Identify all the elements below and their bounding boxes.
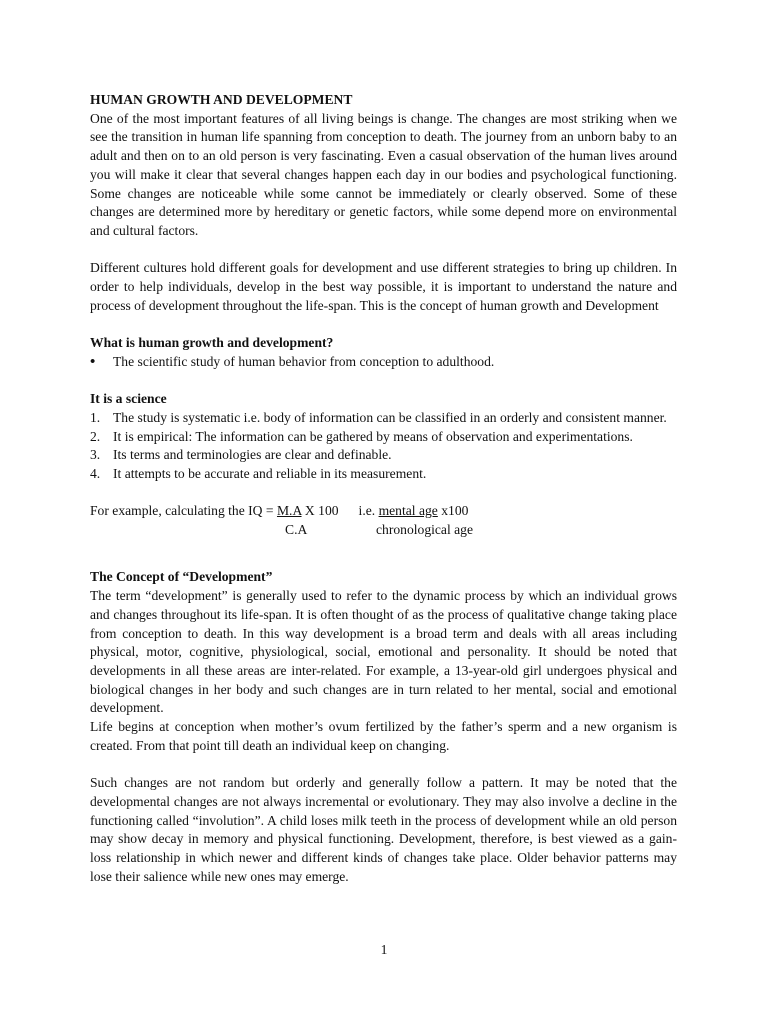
formula-prefix: For example, calculating the IQ = — [90, 503, 277, 519]
formula-denominator-full: chronological age — [376, 522, 474, 538]
list-item-text: Its terms and terminologies are clear and definable. — [113, 447, 392, 463]
bullet-icon: • — [90, 353, 96, 370]
formula-multiplier: X 100 — [301, 503, 339, 519]
list-number: 4. — [90, 466, 101, 482]
list-item-text: It is empirical: The information can be gathered by means of observation and experimentations. — [113, 428, 633, 444]
intro-paragraph: One of the most important features of all living beings is change. The changes are most striking when we see the transition in human life spanning from conception to death. The journey from an unborn baby to an adult and then on to an old person is very fascinating. Even a casual observation of the human lives around you will make it clear that several changes happen each day in our bodies and psychological functioning. Some changes are noticeable while some cannot be immediately or clearly observed. Some of these changes are determined more by hereditary or genetic factors, while some depend more on environmental and cultural factors. — [90, 110, 677, 238]
formula-numerator-abbr: M.A — [276, 503, 302, 519]
document-page — [90, 91, 677, 886]
list-number: 3. — [90, 447, 101, 463]
list-item — [90, 409, 677, 428]
formula-multiplier-full: x100 — [437, 503, 469, 519]
list-item-text: The study is systematic i.e. body of information can be classified in an orderly and consistent manner. — [113, 409, 667, 425]
formula-ie: i.e. — [358, 503, 379, 519]
list-item — [90, 353, 677, 372]
iq-formula — [90, 502, 677, 539]
life-begins-paragraph: Life begins at conception when mother’s ovum fertilized by the father’s sperm and a new organism is created. From that point till death an individual keep on changing. — [90, 719, 677, 753]
list-item — [90, 446, 677, 465]
list-item — [90, 465, 677, 484]
list-number: 1. — [90, 409, 101, 425]
iq-formula-line — [90, 502, 468, 521]
changes-paragraph: Such changes are not random but orderly and generally follow a pattern. It may be noted that the developmental changes are not always incremental or evolutionary. They may also involve a decline in the functioning called “involution”. A child loses milk teeth in the process of development while an old person may show decay in memory and physical functioning. Development, therefore, is best viewed as a gain-loss relationship in which newer and different kinds of changes take place. Older behavior patterns may lose their salience while new ones may emerge. — [90, 775, 677, 884]
formula-denominator-abbr: C.A — [285, 522, 308, 538]
concept-heading: The Concept of “Development” — [90, 569, 273, 585]
bullet-text: The scientific study of human behavior from conception to adulthood. — [113, 353, 495, 369]
page-number: 1 — [380, 942, 388, 957]
science-numbered-list — [90, 409, 677, 484]
what-is-bullet-list — [90, 353, 677, 372]
science-heading: It is a science — [90, 391, 167, 407]
concept-paragraph: The term “development” is generally used to refer to the dynamic process by which an individual grows and changes throughout its life-span. It is often thought of as the process of qualitative change taking place from conception to death. In this way development is a broad term and deals with all areas including physical, motor, cognitive, physiological, social, emotional and personality. It should be noted that developments in all these areas are inter-related. For example, a 13-year-old girl undergoes physical and biological changes in her body and such changes are in turn related to her mental, social and emotional development. — [90, 588, 677, 716]
document-title: HUMAN GROWTH AND DEVELOPMENT — [90, 92, 353, 107]
cultures-paragraph: Different cultures hold different goals for development and use different strategies to bring up children. In order to help individuals, develop in the best way possible, it is important to understand the nature and process of development throughout the life-span. This is the concept of human growth and Development — [90, 260, 677, 313]
list-item-text: It attempts to be accurate and reliable in its measurement. — [113, 466, 427, 482]
formula-numerator-full: mental age — [378, 503, 438, 519]
list-item — [90, 428, 677, 447]
what-is-heading: What is human growth and development? — [90, 335, 334, 351]
list-number: 2. — [90, 428, 101, 444]
